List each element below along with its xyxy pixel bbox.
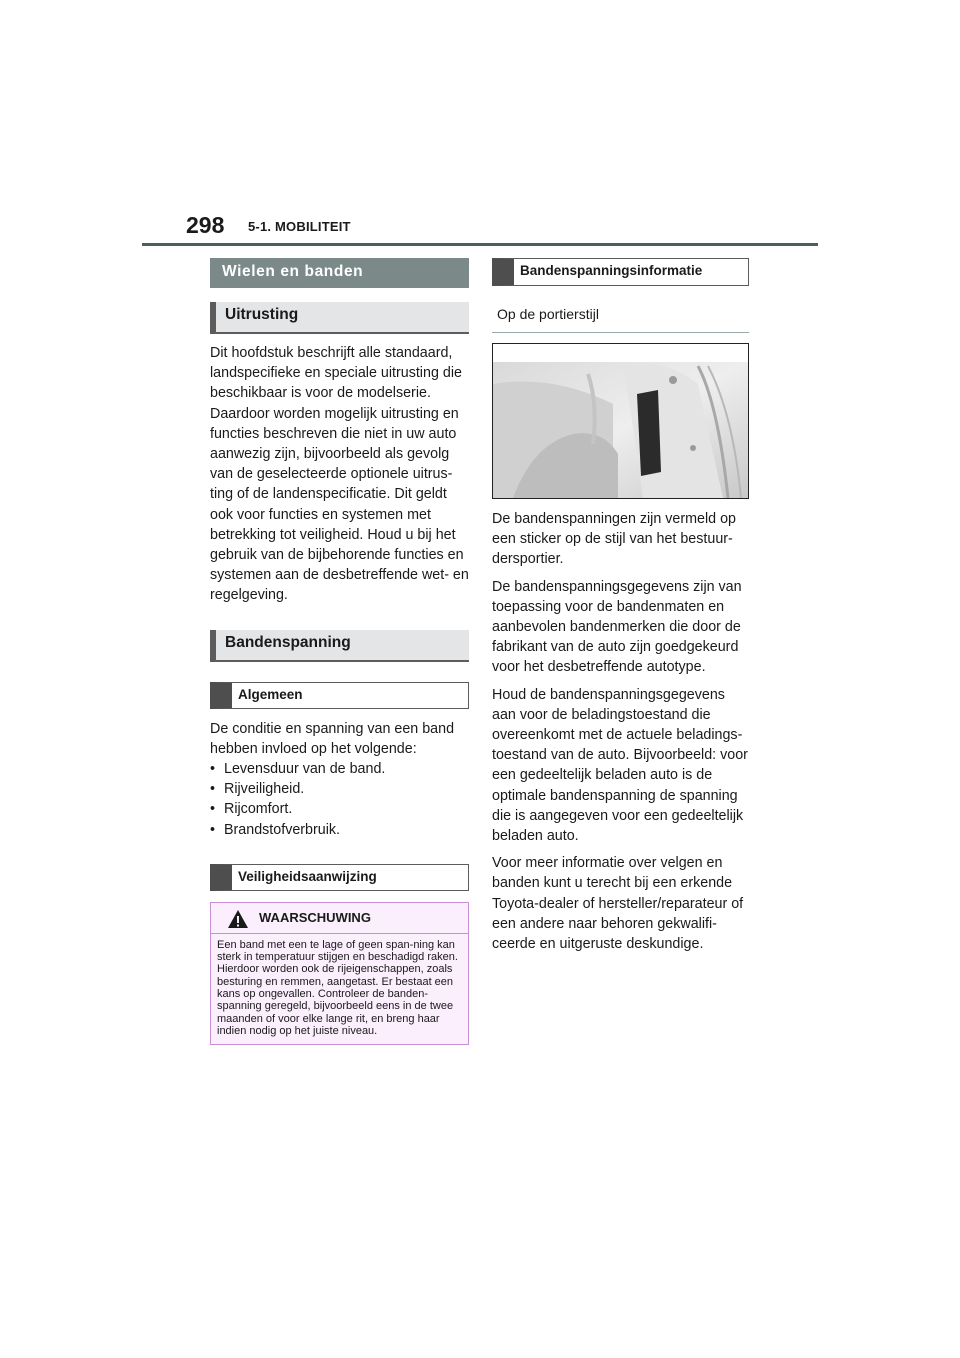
list-item: • Rijcomfort. [210, 799, 469, 819]
left-column [210, 258, 469, 1045]
door-pillar-photo [492, 343, 749, 499]
right-column [492, 258, 749, 954]
paragraph: Voor meer informatie over velgen en banden kunt u terecht bij een erkende Toyota-dealer of hersteller/reparateur of een andere naar behoren gekwalifi-ceerde en uitgeruste deskundige. [492, 855, 744, 953]
warning-text: Een band met een te lage of geen span-ning kan sterk in temperatuur stijgen en beschadigd raken. Hierdoor worden ook de rijeigenschappen, zoals besturing en remmen, aangetast. Er bestaat een kans op ongevallen. Controleer de banden-spanning geregeld, bijvoorbeeld eens in de twee maanden of voor elke lange rit, en breng haar indien nodig op het juiste niveau. [217, 938, 458, 1037]
heading-safety: Veiligheidsaanwijzing [210, 864, 469, 891]
paragraph: De bandenspanningsgegevens zijn van toepassing voor de bandenmaten en aanbevolen bandenmerken die door de fabrikant van de auto zijn goedgekeurd voor het desbetreffende autotype. [492, 578, 742, 676]
heading-tire-pressure-info: Bandenspanningsinformatie [492, 258, 749, 286]
heading-general: Algemeen [210, 682, 469, 709]
warning-box [210, 902, 469, 1045]
chapter-title: Wielen en banden [210, 258, 469, 288]
paragraph: Houd de bandenspanningsgegevens aan voor de beladingstoestand die overeenkomt met de actuele beladings-toestand van de auto. Bijvoorbeeld: voor een gedeeltelijk beladen auto is de optimale bandenspanning de spanning die is aangegeven voor een gedeeltelijk beladen auto. [492, 686, 748, 845]
heading-tire-pressure: Bandenspanning [210, 630, 469, 662]
heading-equipment: Uitrusting [210, 302, 469, 334]
warning-title: WAARSCHUWING [259, 909, 371, 925]
header-rule [142, 243, 818, 246]
warning-icon [227, 909, 249, 929]
list-item: • Rijveiligheid. [210, 779, 469, 799]
door-pillar-illustration [493, 344, 748, 498]
list-item: • Brandstofverbruik. [210, 820, 469, 840]
page-number: 298 [186, 212, 225, 238]
section-reference: 5-1. MOBILITEIT [248, 219, 351, 234]
paragraph: De bandenspanningen zijn vermeld op een sticker op de stijl van het bestuur-dersportier. [492, 511, 737, 568]
list-item: • Levensduur van de band. [210, 759, 469, 779]
equipment-text: Dit hoofdstuk beschrijft alle standaard, landspecifieke en speciale uitrusting die beschikbaar is voor de modelserie. Daardoor worden mogelijk uitrusting en functies beschreven die niet in uw auto aanwezig zijn, bijvoorbeeld als gevolg van de geselecteerde optionele uitrus-ting of de landenspecificatie. Dit geldt ook voor functies en systemen met betrekking tot veiligheid. Houd u bij het gebruik van de bijbehorende functies en systemen aan de desbetreffende wet- en regelgeving. [210, 345, 469, 604]
warning-header [211, 903, 468, 934]
tire-pressure-bullets [210, 759, 469, 840]
location-label: Op de portierstijl [492, 296, 749, 333]
tire-pressure-intro: De conditie en spanning van een band hebben invloed op het volgende: [210, 720, 455, 757]
